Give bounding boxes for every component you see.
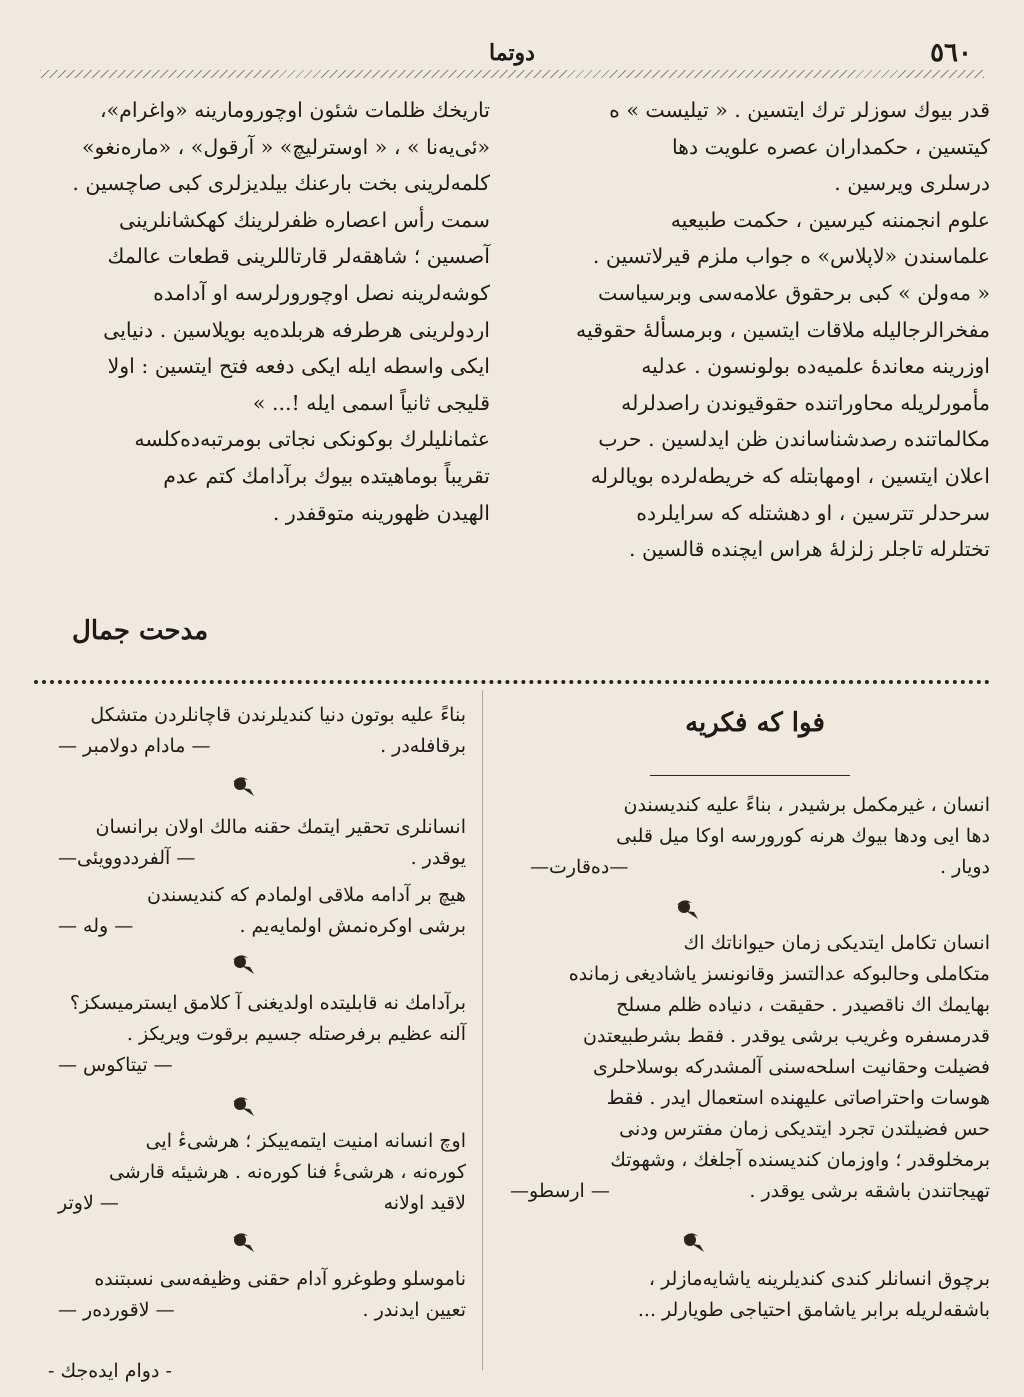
text-line: مکالماتنده رصدشناساندن ظن ایدلسین . حرب [598,427,990,452]
quote-line: یوقدر . [410,847,466,869]
text-line: اردولرینی هرطرفه هربلده‌یه بویلاسین . دنیایی [103,317,490,342]
title-underline [650,775,850,776]
text-line: آصسین ؛ شاهقه‌لر قارتاللرینی قطعات عالمك [107,244,490,269]
text-line: درسلری ویرسین . [834,171,990,196]
quote-line: تهیجاتندن باشقه برشی یوقدر . [749,1180,990,1202]
text-line: علماسندن «لاپلاس» ه جواب ملزم قیرلاتسین . [592,244,990,269]
quote-block [490,790,990,883]
quote-line: بناءً علیه بوتون دنیا کندیلرندن قاچانلردن متشکل [90,704,466,726]
section-title: فوا که فکریه [685,708,825,738]
text-line: تختلرله تاجلر زلزلهٔ هراس ایچنده قالسین . [628,537,990,562]
quote-attribution: —دەقارت— [530,856,629,878]
quote-line: آلنه عظیم برفرصتله جسیم برقوت ویریکز . [126,1023,466,1045]
text-line: تقریباً بوماهیتده بیوك برآدامك کتم عدم [163,463,490,488]
quote-line: انسانلری تحقیر ایتمك حقنه مالك اولان برانسان [95,816,466,838]
quote-block [38,812,466,874]
text-line: مأمورلریله محاوراتنده حقوقیوندن راصدلرله [621,390,990,415]
quote-line: انسان ، غیرمکمل برشیدر ، بناءً علیه کندیسندن [623,794,990,816]
quote-line: باشقه‌لریله برابر یاشامق احتیاجی طویارلر ... [637,1299,990,1321]
quote-line: کوره‌نه ، هرشیءٔ فنا کوره‌نه . هرشیئه قارشی [108,1161,466,1183]
text-line: الهیدن ظهورینه متوقفدر . [272,500,490,525]
quote-line: هوسات واحتراصاتی علیهنده استعمال ایدر . فقط [606,1087,990,1109]
flower-ornament-icon [228,1228,258,1254]
quote-line: فضیلت وحقانیت اسلحه‌سنی آلمشدرکه بوسلاحلری [593,1056,990,1078]
text-line: قدر بیوك سوزلر ترك ایتسین . « تیلیست » ه [609,98,990,122]
quote-block [38,880,466,942]
text-line: علوم انجمننه کیرسین ، حکمت طبیعیه [670,207,990,232]
quote-attribution: — ارسطو— [510,1180,610,1202]
continuation-note: - دوام ایده‌جك - [48,1360,172,1382]
quote-line: متکاملی وحالبوکه عدالتسز وقانونسز یاشادیغی زمانده [568,963,990,985]
quote-line: برمخلوقدر ؛ واوزمان کندیسنده آجلغك ، وشهوتك [610,1149,990,1171]
quote-attribution: — وله — [58,915,134,937]
quote-block [38,1264,466,1326]
quote-line: برچوق انسانلر کندی کندیلرینه یاشایه‌مازلر ، [648,1268,990,1290]
quote-attribution: — آلفرددوویئی— [58,847,196,869]
quote-line: حس فضیلتدن تجرد ایتدیکی زمان مفترس ودنی [619,1118,990,1140]
quote-line: برشی اوکره‌نمش اولمایه‌یم . [239,915,466,937]
column-rule [482,690,483,1370]
quote-line: ناموسلو وطوغرو آدام حقنی وظیفه‌سی نسبتنده [94,1268,466,1290]
flower-ornament-icon [228,1092,258,1118]
text-line: کیتسین ، حکمداران عصره علویت دها [671,134,990,159]
page-header [40,38,984,68]
flower-ornament-icon [672,895,702,921]
quote-attribution: — مادام دولامبر — [58,735,211,757]
text-line: سمت رأس اعصاره ظفرلرینك کهکشانلرینی [118,207,490,232]
quote-block [490,928,990,1207]
article-column-right [505,92,990,568]
quote-block [38,1126,466,1219]
quote-block [38,988,466,1081]
article-column-left [42,92,490,531]
quote-line: دها ایی ودها بیوك هرنه کورورسه اوکا میل قلبی [616,825,990,847]
flower-ornament-icon [228,950,258,976]
quote-line: برقافله‌در . [380,735,466,757]
text-line: اعلان ایتسین ، اومهابتله که خریطه‌لرده بویالرله [590,463,990,488]
quote-line: برآدامك نه قابلیتده اولدیغنی آ کلامق ایسترمیسکز؟ [69,992,466,1014]
quote-line: لاقید اولانه [383,1192,466,1214]
text-line: کوشه‌لرینه نصل اوچورورلرسه او آدامده [153,280,490,305]
section-divider [34,680,990,684]
quote-line: دویار . [940,856,990,878]
quote-block [490,1264,990,1326]
header-rule [40,70,984,78]
quote-line: اوچ انسانه امنیت ایتمه‌ییکز ؛ هرشیءٔ ایی [145,1130,466,1152]
author-signature: مدحت جمال [72,616,209,646]
running-title: دوتما [489,40,535,66]
flower-ornament-icon [678,1228,708,1254]
quote-line: تعیین ایدندر . [362,1299,466,1321]
quote-attribution: — لاوتر [58,1192,119,1214]
quote-line: قدرمسفره وغریب برشی یوقدر . فقط بشرطبیعتدن [583,1025,990,1047]
text-line: اوزرینه معاندهٔ علمیه‌ده بولونسون . عدلیه [641,354,990,379]
quote-attribution: — لاقوردەر — [58,1299,175,1321]
text-line: سرحدلر تترسین ، او دهشتله که سرایلرده [636,500,990,525]
quote-attribution: — تیتاکوس — [58,1054,173,1076]
text-line: تاریخك ظلمات شئون اوچورومارینه «واغرام»، [99,98,490,122]
text-line: مفخرالرجالیله ملاقات ایتسین ، وبرمسألهٔ حقوقیه [576,317,990,342]
quote-line: انسان تکامل ایتدیکی زمان حیواناتك اك [683,932,990,954]
text-line: قلیجی ثانیاً اسمی ایله !... » [252,390,490,415]
text-line: «ئی‌یه‌نا » ، « اوسترلیچ» « آرقول» ، «ماره‌نغو» [81,134,490,159]
text-line: کلمه‌لرینی بخت بارعنك بیلدیزلری کبی صاچسین . [72,171,490,196]
text-line: « مه‌ولن » کبی برحقوق علامه‌سی وبرسیاست [597,280,990,305]
quote-line: هیچ بر آدامه ملاقی اولمادم که کندیسندن [147,884,466,906]
page-number: ٥٦٠ [930,38,972,68]
text-line: عثمانلیلرك بوکونکی نجاتی بومرتبه‌ده‌کلسه [134,427,490,452]
text-line: ایکی واسطه ایله ایکی دفعه فتح ایتسین : اولا [107,354,490,379]
quote-block [38,700,466,762]
quote-line: بهایمك اك ناقصیدر . حقیقت ، دنیاده ظلم مسلح [616,994,990,1016]
flower-ornament-icon [228,772,258,798]
